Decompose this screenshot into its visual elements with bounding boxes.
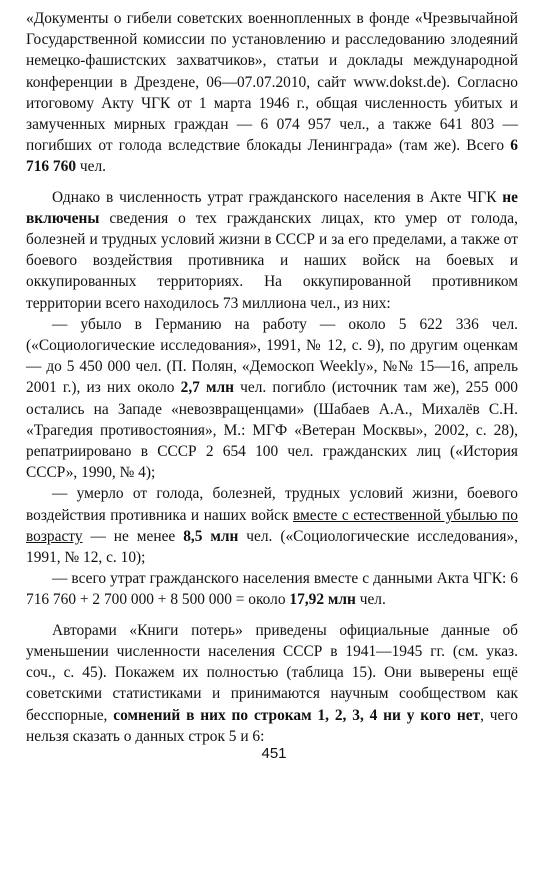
paragraph-5 [26,568,518,610]
p1-bold: 6 716 760 [26,137,518,176]
paragraph-1 [26,8,518,178]
p4-text-2: — не менее [82,527,184,545]
p4-text-3: чел. («Социологические исследования», 1991, № 12, с. 10); [26,527,518,567]
p2-bold-1: не включены [26,188,518,227]
p3-text-2: чел. погибло (источник там же), 255 000 остались на Западе «невозвращенцами» (Шабаев А.А., Михалёв С.Н. «Трагедия противостояния», М.: МГФ «Ветеран Москвы», 2002, с. 28), репатриировано в СССР 2 654 100 чел. гражданских лиц («История СССР», 1990, № 4); [26,379,518,482]
p4-underlined: вместе с естественной убылью по возрасту [26,506,518,545]
p3-bold-1: 2,7 млн [180,379,234,397]
p4-bold-1: 8,5 млн [183,527,239,545]
paragraph-6 [26,620,518,747]
p6-bold-1: сомнений в них по строкам 1, 2, 3, 4 ни у кого нет [113,706,481,724]
p6-text-2: , чего нельзя сказать о данных строк 5 и 6: [26,706,518,745]
p3-text-1: — убыло в Германию на работу — около 5 622 336 чел. («Социологические исследования», 1991, № 12, с. 9), по другим оценкам — до 5 450 000 чел. (П. Полян, «Демоскоп Weekly», №№ 15—16, апрель 2001 г.), из них около [26,315,518,397]
p5-text-1: — всего утрат гражданского населения вместе с данными Акта ЧГК: 6 716 760 + 2 700 000 + 8 500 000 = около [26,570,518,609]
p6-text-1: Авторами «Книги потерь» приведены официальные данные об уменьшении численности населения СССР в 1941—1945 гг. (см. указ. соч., с. 45). Покажем их полностью (таблица 15). Они выверены ещё советскими статистиками и принимаются научным сообществом как бесспорные, [26,621,518,724]
p4-text-1: — умерло от голода, болезней, трудных условий жизни, боевого воздействия противника и наших войск [26,485,518,524]
p1-text: «Документы о гибели советских военнопленных в фонде «Чрезвычайной Государственной комиссии по установлению и расследованию злодеяний немецко-фашистских захватчиков», статьи и доклады международной конференции в Дрездене, 06—07.07.2010, сайт www.dokst.de). Согласно итоговому Акту ЧГК от 1 марта 1946 г., общая численность убитых и замученных мирных граждан — 6 074 957 чел., а также 641 803 — погибших от голода вследствие блокады Ленинграда» (там же). Всего [26,10,518,155]
p1-tail: чел. [76,158,106,176]
p5-bold-1: 17,92 млн [289,591,356,609]
paragraph-4 [26,483,518,568]
p2-text-2: сведения о тех гражданских лицах, кто умер от голода, болезней и трудных условий жизни в СССР и за его пределами, а также от боевого воздействия противника и наших войск на боевых и оккупированных территориях. На оккупированной противником территории всего находилось 73 миллиона чел., из них: [26,209,518,312]
p2-text-1: Однако в численность утрат гражданского населения в Акте ЧГК [52,188,503,206]
page-number: 451 [261,745,287,762]
paragraph-3 [26,314,518,484]
p5-text-2: чел. [355,591,386,609]
paragraph-2 [26,187,518,314]
